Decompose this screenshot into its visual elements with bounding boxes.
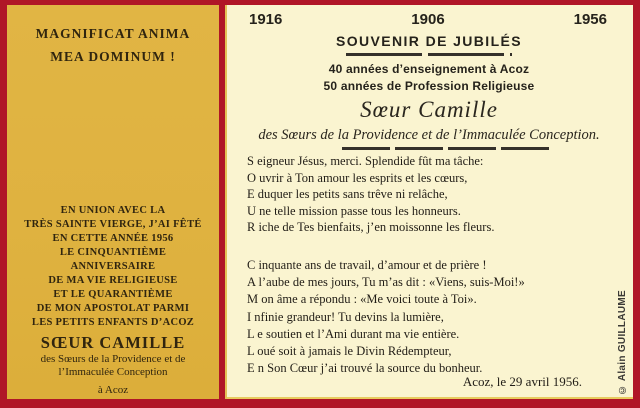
poem-line: C inquante ans de travail, d’amour et de prière !	[247, 257, 487, 272]
jubilee-years	[249, 11, 607, 28]
dedication-line: DE MON APOSTOLAT PARMI	[36, 303, 190, 314]
dedication-line: EN CETTE ANNÉE 1956	[52, 233, 174, 244]
poem-line: O uvrir à Ton amour les esprits et les cœurs,	[247, 170, 468, 185]
dedication-line: DE MA VIE RELIGIEUSE	[48, 275, 178, 286]
poem-line: L oué soit à jamais le Divin Rédempteur,	[247, 343, 452, 358]
poem-stanza-soeur	[247, 153, 619, 236]
section-divider-rule	[342, 147, 552, 150]
poem-line: R iche de Tes bienfaits, j’en moissonne les fleurs.	[247, 220, 495, 235]
poem-line: A l’aube de mes jours, Tu m’as dit : «Viens, suis-Moi!»	[247, 275, 525, 290]
sister-name-script: Sœur Camille	[360, 97, 498, 122]
congregation-script: des Sœurs de la Providence et de l’Immaculée Conception.	[258, 127, 600, 143]
poem-line: S eigneur Jésus, merci. Splendide fût ma tâche:	[247, 154, 484, 168]
dedication-line: LE CINQUANTIÈME	[59, 247, 167, 258]
poem-line: E duquer les petits sans trêve ni relâche,	[247, 187, 448, 202]
dedication-line: ET LE QUARANTIÈME	[53, 289, 173, 300]
card-inner-panel	[225, 5, 633, 399]
acrostic-poem	[247, 153, 619, 377]
poem-line: M on âme a répondu : «Me voici toute à Toi».	[247, 292, 477, 307]
year-center: 1906	[411, 11, 445, 28]
dedication-line: TRÈS SAINTE VIERGE, J’AI FÊTÉ	[24, 219, 202, 230]
dedication-text	[7, 204, 219, 330]
poem-stanza-camille	[247, 257, 619, 377]
photo-credit: © Alain GUILLAUME	[617, 289, 628, 395]
poem-line: U ne telle mission passe tous les honneurs.	[247, 203, 461, 218]
congregation-line: des Sœurs de la Providence et de	[40, 353, 186, 365]
dedication-line: EN UNION AVEC LA	[60, 205, 166, 216]
date-line: Acoz, le 29 avril 1956.	[462, 374, 582, 389]
motto-line: MAGNIFICAT ANIMA	[35, 26, 191, 41]
card-title: SOUVENIR DE JUBILÉS	[335, 33, 523, 49]
dedication-line: ANNIVERSAIRE	[70, 261, 156, 272]
card-back-panel	[7, 5, 219, 399]
congregation-line: l’Immaculée Conception	[58, 366, 168, 378]
dedication-line: LES PETITS ENFANTS D’ACOZ	[31, 317, 195, 328]
motto-line: MEA DOMINUM !	[50, 49, 176, 64]
latin-motto	[7, 22, 219, 68]
subtitle-line: 50 années de Profession Religieuse	[323, 79, 535, 93]
poem-line: E n Son Cœur j’ai trouvé la source du bonheur.	[247, 361, 483, 376]
year-right: 1956	[573, 11, 607, 28]
congregation-line: à Acoz	[97, 384, 129, 396]
poem-line: I nfinie grandeur! Tu devins la lumière,	[247, 309, 444, 324]
subtitle-line: 40 années d’enseignement à Acoz	[328, 62, 530, 76]
congregation-text	[7, 353, 219, 397]
title-underline	[346, 53, 512, 56]
poem-line: L e soutien et l’Ami durant ma vie entière.	[247, 326, 460, 341]
year-left: 1916	[249, 11, 283, 28]
sister-name: SŒUR CAMILLE	[40, 333, 186, 352]
